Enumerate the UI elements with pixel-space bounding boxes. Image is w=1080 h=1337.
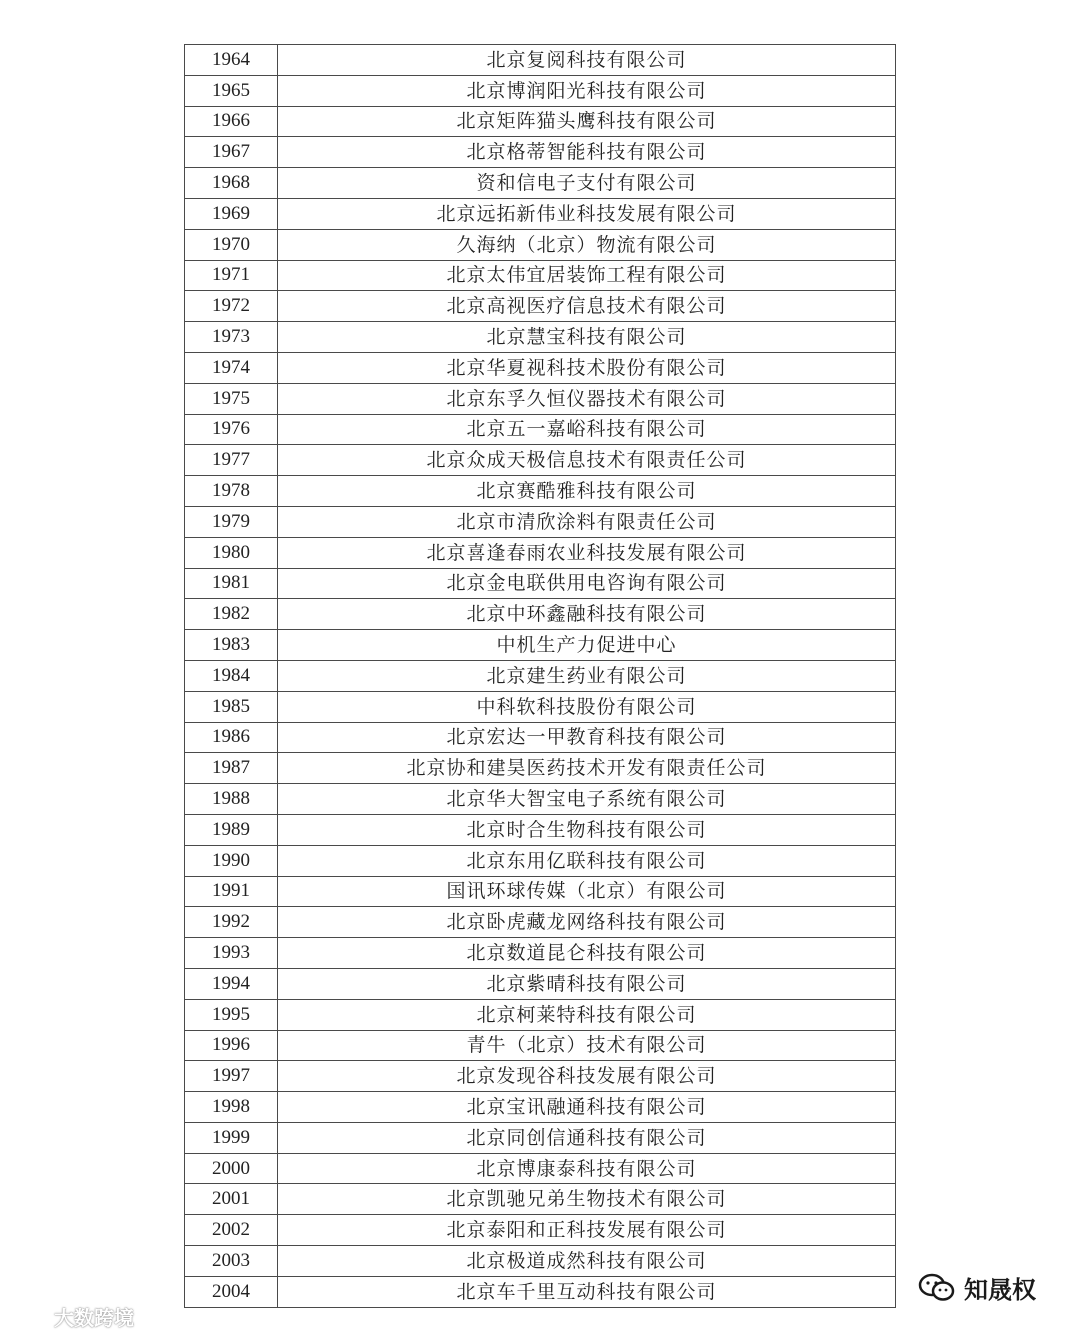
- company-name-cell: 北京华大智宝电子系统有限公司: [278, 784, 896, 815]
- company-name-cell: 北京众成天极信息技术有限责任公司: [278, 445, 896, 476]
- row-number-cell: 1974: [185, 352, 278, 383]
- row-number-cell: 1966: [185, 106, 278, 137]
- company-name-cell: 北京协和建昊医药技术开发有限责任公司: [278, 753, 896, 784]
- table-row: [185, 1215, 896, 1246]
- company-name-cell: 北京泰阳和正科技发展有限公司: [278, 1215, 896, 1246]
- table-row: [185, 137, 896, 168]
- table-row: [185, 660, 896, 691]
- table-row: [185, 476, 896, 507]
- company-name-cell: 青牛（北京）技术有限公司: [278, 1030, 896, 1061]
- table-row: [185, 383, 896, 414]
- table-row: [185, 999, 896, 1030]
- table-row: [185, 722, 896, 753]
- row-number-cell: 2002: [185, 1215, 278, 1246]
- row-number-cell: 2003: [185, 1246, 278, 1277]
- table-row: [185, 1153, 896, 1184]
- row-number-cell: 1977: [185, 445, 278, 476]
- company-name-cell: 北京时合生物科技有限公司: [278, 814, 896, 845]
- brand-logo-icon: [8, 1306, 48, 1328]
- row-number-cell: 1983: [185, 630, 278, 661]
- row-number-cell: 1996: [185, 1030, 278, 1061]
- table-row: [185, 414, 896, 445]
- company-name-cell: 北京矩阵猫头鹰科技有限公司: [278, 106, 896, 137]
- table-row: [185, 568, 896, 599]
- row-number-cell: 1993: [185, 938, 278, 969]
- company-name-cell: 北京五一嘉峪科技有限公司: [278, 414, 896, 445]
- table-row: [185, 75, 896, 106]
- table-row: [185, 1092, 896, 1123]
- table-row: [185, 229, 896, 260]
- company-name-cell: 北京柯莱特科技有限公司: [278, 999, 896, 1030]
- table-row: [185, 938, 896, 969]
- company-name-cell: 北京宏达一甲教育科技有限公司: [278, 722, 896, 753]
- watermark-left: [8, 1302, 134, 1331]
- company-name-cell: 北京华夏视科技术股份有限公司: [278, 352, 896, 383]
- company-name-cell: 北京宝讯融通科技有限公司: [278, 1092, 896, 1123]
- table-row: [185, 168, 896, 199]
- row-number-cell: 2001: [185, 1184, 278, 1215]
- company-name-cell: 北京慧宝科技有限公司: [278, 322, 896, 353]
- table-row: [185, 198, 896, 229]
- company-name-cell: 北京凯驰兄弟生物技术有限公司: [278, 1184, 896, 1215]
- row-number-cell: 1992: [185, 907, 278, 938]
- row-number-cell: 1973: [185, 322, 278, 353]
- row-number-cell: 1978: [185, 476, 278, 507]
- wechat-icon: [918, 1272, 956, 1304]
- row-number-cell: 1995: [185, 999, 278, 1030]
- row-number-cell: 1999: [185, 1122, 278, 1153]
- table-row: [185, 630, 896, 661]
- company-name-cell: 北京博康泰科技有限公司: [278, 1153, 896, 1184]
- company-name-cell: 北京赛酷雅科技有限公司: [278, 476, 896, 507]
- table-row: [185, 1246, 896, 1277]
- company-name-cell: 北京金电联供用电咨询有限公司: [278, 568, 896, 599]
- watermark-right-text: 知晟权: [964, 1276, 1036, 1304]
- table-row: [185, 1030, 896, 1061]
- table-row: [185, 445, 896, 476]
- company-name-cell: 北京车千里互动科技有限公司: [278, 1276, 896, 1307]
- table-row: [185, 784, 896, 815]
- row-number-cell: 1984: [185, 660, 278, 691]
- company-name-cell: 北京太伟宜居装饰工程有限公司: [278, 260, 896, 291]
- company-name-cell: 北京远拓新伟业科技发展有限公司: [278, 198, 896, 229]
- row-number-cell: 1994: [185, 968, 278, 999]
- table-row: [185, 45, 896, 76]
- table-row: [185, 907, 896, 938]
- company-name-cell: 中科软科技股份有限公司: [278, 691, 896, 722]
- table-row: [185, 876, 896, 907]
- table-row: [185, 322, 896, 353]
- company-list-table: [184, 44, 896, 1308]
- company-name-cell: 中机生产力促进中心: [278, 630, 896, 661]
- row-number-cell: 1997: [185, 1061, 278, 1092]
- row-number-cell: 1969: [185, 198, 278, 229]
- row-number-cell: 1975: [185, 383, 278, 414]
- row-number-cell: 1998: [185, 1092, 278, 1123]
- company-name-cell: 久海纳（北京）物流有限公司: [278, 229, 896, 260]
- watermark-left-text: 大数跨境: [54, 1306, 134, 1330]
- company-name-cell: 资和信电子支付有限公司: [278, 168, 896, 199]
- company-name-cell: 北京极道成然科技有限公司: [278, 1246, 896, 1277]
- company-name-cell: 北京格蒂智能科技有限公司: [278, 137, 896, 168]
- row-number-cell: 1981: [185, 568, 278, 599]
- row-number-cell: 1991: [185, 876, 278, 907]
- row-number-cell: 1972: [185, 291, 278, 322]
- row-number-cell: 1990: [185, 845, 278, 876]
- table-row: [185, 814, 896, 845]
- row-number-cell: 1976: [185, 414, 278, 445]
- table-row: [185, 845, 896, 876]
- row-number-cell: 1985: [185, 691, 278, 722]
- table-row: [185, 1184, 896, 1215]
- row-number-cell: 1980: [185, 537, 278, 568]
- company-name-cell: 北京发现谷科技发展有限公司: [278, 1061, 896, 1092]
- table-row: [185, 691, 896, 722]
- row-number-cell: 1970: [185, 229, 278, 260]
- table-row: [185, 1122, 896, 1153]
- row-number-cell: 1965: [185, 75, 278, 106]
- table-row: [185, 537, 896, 568]
- row-number-cell: 1989: [185, 814, 278, 845]
- company-name-cell: 北京复阅科技有限公司: [278, 45, 896, 76]
- row-number-cell: 1967: [185, 137, 278, 168]
- company-name-cell: 北京中环鑫融科技有限公司: [278, 599, 896, 630]
- table-row: [185, 106, 896, 137]
- company-name-cell: 国讯环球传媒（北京）有限公司: [278, 876, 896, 907]
- company-name-cell: 北京市清欣涂料有限责任公司: [278, 506, 896, 537]
- row-number-cell: 1971: [185, 260, 278, 291]
- row-number-cell: 1982: [185, 599, 278, 630]
- table-row: [185, 1061, 896, 1092]
- row-number-cell: 1986: [185, 722, 278, 753]
- table-row: [185, 1276, 896, 1307]
- company-name-cell: 北京数道昆仑科技有限公司: [278, 938, 896, 969]
- row-number-cell: 1964: [185, 45, 278, 76]
- row-number-cell: 1987: [185, 753, 278, 784]
- company-name-cell: 北京高视医疗信息技术有限公司: [278, 291, 896, 322]
- row-number-cell: 1968: [185, 168, 278, 199]
- company-name-cell: 北京博润阳光科技有限公司: [278, 75, 896, 106]
- company-name-cell: 北京同创信通科技有限公司: [278, 1122, 896, 1153]
- table-row: [185, 968, 896, 999]
- row-number-cell: 2000: [185, 1153, 278, 1184]
- table-row: [185, 352, 896, 383]
- table-row: [185, 753, 896, 784]
- company-name-cell: 北京东用亿联科技有限公司: [278, 845, 896, 876]
- company-name-cell: 北京喜逢春雨农业科技发展有限公司: [278, 537, 896, 568]
- watermark-right: [918, 1270, 1036, 1305]
- company-list-body: [185, 45, 896, 1308]
- row-number-cell: 1979: [185, 506, 278, 537]
- company-name-cell: 北京卧虎藏龙网络科技有限公司: [278, 907, 896, 938]
- table-row: [185, 599, 896, 630]
- table-row: [185, 506, 896, 537]
- table-row: [185, 260, 896, 291]
- company-name-cell: 北京紫晴科技有限公司: [278, 968, 896, 999]
- company-name-cell: 北京建生药业有限公司: [278, 660, 896, 691]
- table-row: [185, 291, 896, 322]
- row-number-cell: 1988: [185, 784, 278, 815]
- company-name-cell: 北京东孚久恒仪器技术有限公司: [278, 383, 896, 414]
- row-number-cell: 2004: [185, 1276, 278, 1307]
